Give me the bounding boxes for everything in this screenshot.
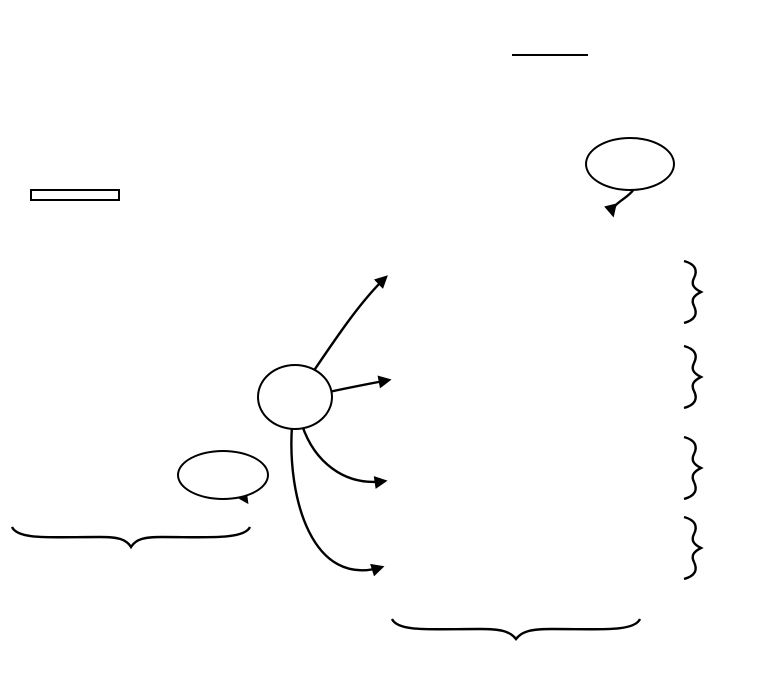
arrow-shr-cycle4 bbox=[291, 426, 382, 570]
arrow-shr-cycle1 bbox=[313, 277, 386, 372]
problem-operand2 bbox=[512, 32, 588, 56]
booth-encoding-table bbox=[30, 189, 120, 201]
arrow-shr-cycle3 bbox=[302, 425, 385, 482]
brace-cycle-4 bbox=[684, 517, 701, 579]
brace-cycle-1 bbox=[684, 261, 701, 323]
brace-final bbox=[392, 619, 640, 639]
zero-added-balloon-top bbox=[585, 137, 675, 191]
problem-operand1 bbox=[512, 10, 588, 32]
brace-multiplier bbox=[12, 527, 250, 547]
brace-cycle-3 bbox=[684, 437, 701, 499]
brace-cycle-2 bbox=[684, 346, 701, 408]
arrow-top-balloon bbox=[613, 189, 634, 215]
arrow-shr-cycle2 bbox=[329, 380, 389, 392]
problem-block bbox=[512, 8, 588, 78]
shr-sign-extend-balloon bbox=[257, 364, 333, 430]
zero-added-balloon-left bbox=[177, 450, 269, 500]
problem-result bbox=[512, 56, 588, 78]
